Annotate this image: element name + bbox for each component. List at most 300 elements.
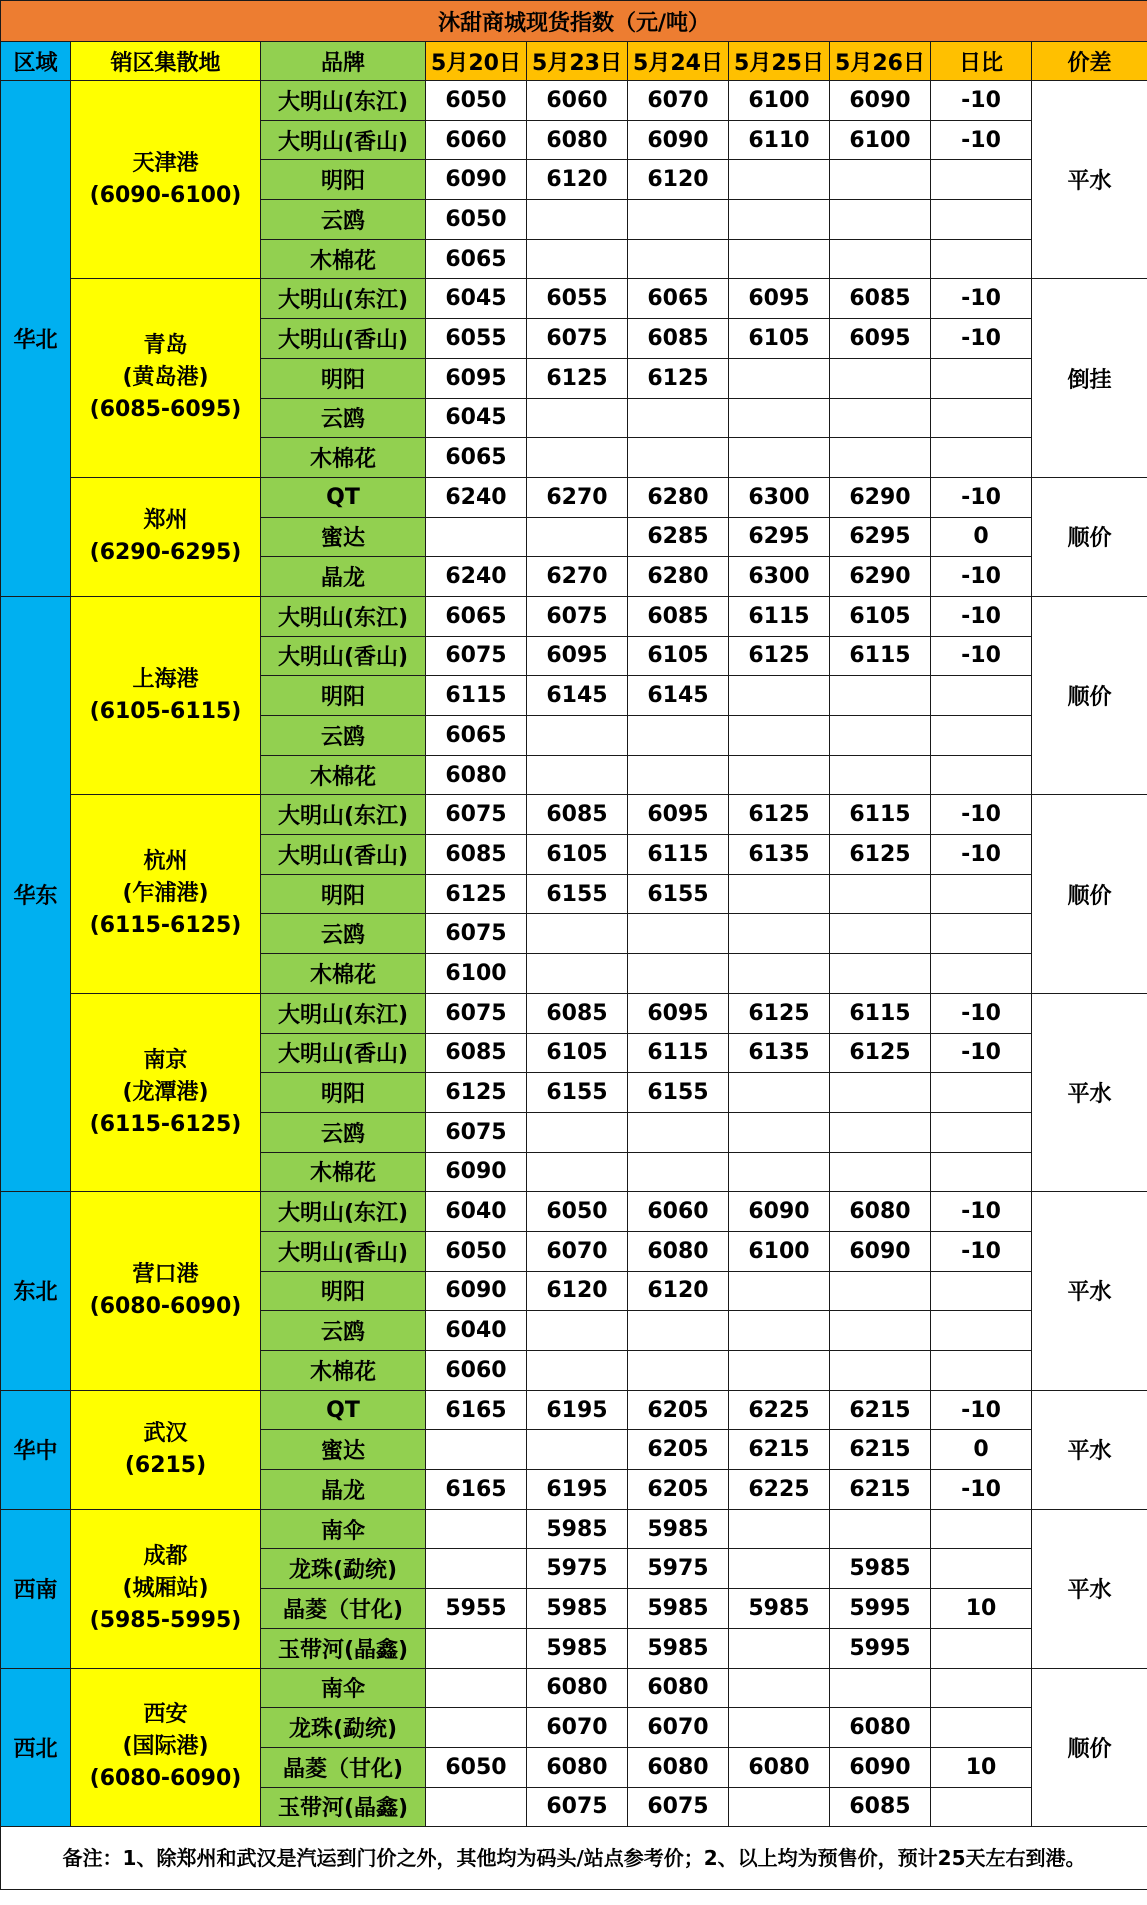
- daily-change-cell: -10: [931, 557, 1032, 597]
- table-title: 沐甜商城现货指数（元/吨）: [1, 1, 1147, 42]
- price-cell: 6120: [527, 1271, 628, 1311]
- brand-cell: 大明山(东江): [261, 795, 426, 835]
- price-cell: [426, 1787, 527, 1827]
- price-cell: [426, 1430, 527, 1470]
- price-cell: 5985: [830, 1549, 931, 1589]
- price-cell: 6155: [628, 874, 729, 914]
- price-cell: 6300: [729, 557, 830, 597]
- price-cell: 5985: [628, 1628, 729, 1668]
- price-cell: [830, 1668, 931, 1708]
- price-cell: 6125: [729, 636, 830, 676]
- price-cell: 6240: [426, 557, 527, 597]
- price-cell: 6065: [426, 716, 527, 756]
- price-cell: 6110: [729, 120, 830, 160]
- hub-range: (6105-6115): [89, 698, 242, 724]
- price-cell: [426, 517, 527, 557]
- price-cell: 6155: [628, 1073, 729, 1113]
- daily-change-cell: -10: [931, 1470, 1032, 1510]
- hub-range: (5985-5995): [89, 1607, 242, 1633]
- daily-change-cell: -10: [931, 993, 1032, 1033]
- price-cell: [729, 1271, 830, 1311]
- price-cell: [729, 755, 830, 795]
- price-cell: [830, 1351, 931, 1391]
- price-cell: 6080: [426, 755, 527, 795]
- price-cell: 6065: [426, 596, 527, 636]
- price-cell: [729, 1628, 830, 1668]
- brand-cell: 大明山(香山): [261, 636, 426, 676]
- price-cell: 6085: [527, 795, 628, 835]
- price-cell: 6115: [830, 795, 931, 835]
- price-cell: [527, 954, 628, 994]
- price-cell: [729, 200, 830, 240]
- hub-name: 南京: [143, 1047, 188, 1073]
- region-cell: 华中: [1, 1390, 71, 1509]
- price-cell: 6295: [729, 517, 830, 557]
- price-cell: [527, 398, 628, 438]
- hub-cell: [71, 1668, 261, 1827]
- price-cell: [426, 1628, 527, 1668]
- price-cell: [628, 239, 729, 279]
- hub-name: 营口港: [132, 1261, 199, 1287]
- price-cell: [628, 716, 729, 756]
- header-brand: 品牌: [261, 42, 426, 81]
- daily-change-cell: [931, 1351, 1032, 1391]
- brand-cell: 晶菱（甘化): [261, 1747, 426, 1787]
- price-cell: 6065: [628, 279, 729, 319]
- price-cell: 6075: [628, 1787, 729, 1827]
- daily-change-cell: [931, 1509, 1032, 1549]
- price-cell: [426, 1668, 527, 1708]
- price-cell: 6075: [527, 319, 628, 359]
- daily-change-cell: [931, 914, 1032, 954]
- price-cell: 6145: [527, 676, 628, 716]
- spread-cell: 顺价: [1032, 477, 1147, 596]
- hub-cell: [71, 477, 261, 596]
- brand-cell: 木棉花: [261, 438, 426, 478]
- price-cell: [628, 1351, 729, 1391]
- brand-cell: 晶菱（甘化): [261, 1589, 426, 1629]
- price-cell: [830, 1311, 931, 1351]
- header-spread: 价差: [1032, 42, 1147, 81]
- price-cell: 5975: [527, 1549, 628, 1589]
- hub-cell: [71, 81, 261, 279]
- brand-cell: 大明山(香山): [261, 1231, 426, 1271]
- hub-cell: [71, 596, 261, 794]
- price-cell: 5975: [628, 1549, 729, 1589]
- hub-range: (6115-6125): [89, 913, 242, 939]
- price-cell: [729, 914, 830, 954]
- price-cell: 6065: [426, 438, 527, 478]
- price-cell: 6125: [729, 795, 830, 835]
- price-cell: [527, 755, 628, 795]
- price-cell: 6095: [628, 795, 729, 835]
- table-row: [1, 795, 1147, 835]
- hub-name: 成都: [143, 1543, 188, 1569]
- price-cell: 6270: [527, 557, 628, 597]
- hub-name: 青岛: [143, 333, 188, 359]
- price-cell: [729, 438, 830, 478]
- price-cell: 6090: [426, 160, 527, 200]
- daily-change-cell: -10: [931, 795, 1032, 835]
- price-cell: 6085: [527, 993, 628, 1033]
- hub-range: (6080-6090): [89, 1293, 242, 1319]
- price-cell: 6205: [628, 1390, 729, 1430]
- table-row: [1, 477, 1147, 517]
- price-cell: 6285: [628, 517, 729, 557]
- brand-cell: 云鸥: [261, 1112, 426, 1152]
- daily-change-cell: [931, 398, 1032, 438]
- brand-cell: 龙珠(勐统): [261, 1708, 426, 1748]
- price-cell: [527, 1351, 628, 1391]
- price-cell: [830, 1509, 931, 1549]
- spread-cell: 平水: [1032, 1509, 1147, 1668]
- price-cell: 6195: [527, 1390, 628, 1430]
- price-cell: 6060: [527, 81, 628, 121]
- hub-name: 上海港: [132, 666, 199, 692]
- price-cell: [729, 160, 830, 200]
- daily-change-cell: -10: [931, 835, 1032, 875]
- daily-change-cell: -10: [931, 1033, 1032, 1073]
- price-cell: 6115: [729, 596, 830, 636]
- price-cell: [729, 1152, 830, 1192]
- price-cell: 6050: [527, 1192, 628, 1232]
- price-cell: 6060: [426, 120, 527, 160]
- price-cell: 6280: [628, 477, 729, 517]
- price-cell: [729, 1351, 830, 1391]
- brand-cell: 晶龙: [261, 1470, 426, 1510]
- hub-cell: [71, 1390, 261, 1509]
- brand-cell: 大明山(香山): [261, 120, 426, 160]
- price-cell: 6115: [628, 835, 729, 875]
- price-cell: 6050: [426, 1231, 527, 1271]
- price-cell: [830, 239, 931, 279]
- price-cell: 6135: [729, 1033, 830, 1073]
- price-cell: [729, 358, 830, 398]
- hub-sub: (龙潭港): [122, 1079, 209, 1105]
- brand-cell: 晶龙: [261, 557, 426, 597]
- table-row: [1, 279, 1147, 319]
- price-cell: [729, 1787, 830, 1827]
- brand-cell: 明阳: [261, 874, 426, 914]
- price-cell: 6115: [830, 636, 931, 676]
- price-cell: [628, 200, 729, 240]
- daily-change-cell: -10: [931, 1231, 1032, 1271]
- price-cell: 5985: [628, 1589, 729, 1629]
- header-date: 5月24日: [628, 42, 729, 81]
- daily-change-cell: [931, 1271, 1032, 1311]
- price-cell: [527, 716, 628, 756]
- hub-name: 天津港: [132, 150, 199, 176]
- table-row: [1, 81, 1147, 121]
- price-cell: [830, 1112, 931, 1152]
- price-cell: [830, 160, 931, 200]
- price-cell: 6090: [426, 1152, 527, 1192]
- brand-cell: 大明山(东江): [261, 993, 426, 1033]
- price-cell: 6090: [729, 1192, 830, 1232]
- price-cell: 6085: [426, 1033, 527, 1073]
- daily-change-cell: [931, 358, 1032, 398]
- brand-cell: 明阳: [261, 676, 426, 716]
- price-cell: [830, 914, 931, 954]
- price-cell: [729, 1509, 830, 1549]
- spread-cell: 倒挂: [1032, 279, 1147, 477]
- brand-cell: 大明山(东江): [261, 279, 426, 319]
- price-cell: 6155: [527, 1073, 628, 1113]
- brand-cell: 大明山(东江): [261, 81, 426, 121]
- hub-cell: [71, 1192, 261, 1390]
- price-cell: 6095: [527, 636, 628, 676]
- price-cell: 6090: [830, 1231, 931, 1271]
- daily-change-cell: [931, 954, 1032, 994]
- price-cell: [628, 1152, 729, 1192]
- price-cell: 6085: [830, 1787, 931, 1827]
- daily-change-cell: [931, 1628, 1032, 1668]
- price-cell: [830, 954, 931, 994]
- hub-sub: (黄岛港): [122, 365, 209, 391]
- hub-sub: (城厢站): [122, 1575, 209, 1601]
- price-cell: 6080: [729, 1747, 830, 1787]
- price-cell: [729, 1112, 830, 1152]
- price-cell: [830, 874, 931, 914]
- price-cell: 6040: [426, 1192, 527, 1232]
- price-cell: 6060: [628, 1192, 729, 1232]
- price-cell: 6080: [628, 1231, 729, 1271]
- price-cell: 6085: [426, 835, 527, 875]
- price-cell: [729, 398, 830, 438]
- hub-range: (6115-6125): [89, 1111, 242, 1137]
- daily-change-cell: -10: [931, 636, 1032, 676]
- price-cell: 6125: [426, 1073, 527, 1113]
- spread-cell: 顺价: [1032, 596, 1147, 794]
- daily-change-cell: -10: [931, 279, 1032, 319]
- hub-name: 武汉: [143, 1420, 188, 1446]
- price-cell: [527, 517, 628, 557]
- price-cell: 6045: [426, 279, 527, 319]
- daily-change-cell: [931, 160, 1032, 200]
- price-cell: 6080: [830, 1192, 931, 1232]
- price-cell: 6080: [628, 1747, 729, 1787]
- brand-cell: 南伞: [261, 1509, 426, 1549]
- price-cell: [628, 755, 729, 795]
- hub-range: (6215): [124, 1452, 207, 1478]
- price-cell: 6105: [729, 319, 830, 359]
- price-cell: 6100: [426, 954, 527, 994]
- price-cell: 5985: [729, 1589, 830, 1629]
- price-cell: 6205: [628, 1470, 729, 1510]
- price-cell: 6290: [830, 557, 931, 597]
- daily-change-cell: -10: [931, 1390, 1032, 1430]
- price-cell: 6075: [426, 993, 527, 1033]
- price-cell: 6085: [628, 596, 729, 636]
- price-cell: 6215: [830, 1390, 931, 1430]
- price-cell: [527, 1311, 628, 1351]
- price-cell: 6055: [527, 279, 628, 319]
- price-cell: 6120: [628, 160, 729, 200]
- brand-cell: 龙珠(勐统): [261, 1549, 426, 1589]
- price-cell: 6125: [729, 993, 830, 1033]
- price-cell: 6080: [830, 1708, 931, 1748]
- daily-change-cell: -10: [931, 1192, 1032, 1232]
- price-cell: 6100: [830, 120, 931, 160]
- price-cell: [628, 1112, 729, 1152]
- price-cell: 6080: [628, 1668, 729, 1708]
- brand-cell: 明阳: [261, 1271, 426, 1311]
- price-cell: 6115: [628, 1033, 729, 1073]
- hub-cell: [71, 279, 261, 477]
- price-cell: [426, 1509, 527, 1549]
- price-cell: [729, 1073, 830, 1113]
- header-distribution-hub: 销区集散地: [71, 42, 261, 81]
- price-cell: [830, 676, 931, 716]
- daily-change-cell: 0: [931, 1430, 1032, 1470]
- price-cell: 6125: [527, 358, 628, 398]
- price-cell: 6100: [729, 1231, 830, 1271]
- price-cell: [729, 1311, 830, 1351]
- price-cell: [628, 914, 729, 954]
- price-cell: [729, 239, 830, 279]
- price-cell: 6125: [830, 835, 931, 875]
- price-cell: 6090: [426, 1271, 527, 1311]
- hub-range: (6080-6090): [89, 1766, 242, 1792]
- table-row: [1, 596, 1147, 636]
- price-cell: 6215: [830, 1470, 931, 1510]
- hub-sub: (乍浦港): [122, 881, 209, 907]
- price-cell: 6195: [527, 1470, 628, 1510]
- price-cell: [628, 1311, 729, 1351]
- spread-cell: 平水: [1032, 993, 1147, 1191]
- table-row: [1, 1668, 1147, 1708]
- price-cell: 6080: [527, 120, 628, 160]
- daily-change-cell: [931, 1549, 1032, 1589]
- price-cell: 5985: [527, 1509, 628, 1549]
- region-cell: 西南: [1, 1509, 71, 1668]
- price-cell: [729, 1549, 830, 1589]
- spread-cell: 平水: [1032, 1390, 1147, 1509]
- price-cell: 6095: [628, 993, 729, 1033]
- daily-change-cell: -10: [931, 596, 1032, 636]
- brand-cell: 玉带河(晶鑫): [261, 1787, 426, 1827]
- price-cell: 6075: [426, 914, 527, 954]
- price-cell: [527, 200, 628, 240]
- price-cell: 6070: [628, 1708, 729, 1748]
- daily-change-cell: [931, 755, 1032, 795]
- price-cell: 6120: [628, 1271, 729, 1311]
- daily-change-cell: [931, 438, 1032, 478]
- brand-cell: 云鸥: [261, 716, 426, 756]
- brand-cell: 明阳: [261, 358, 426, 398]
- price-cell: [527, 438, 628, 478]
- price-cell: [628, 398, 729, 438]
- price-cell: 6095: [729, 279, 830, 319]
- price-cell: 5985: [527, 1628, 628, 1668]
- header-date: 5月25日: [729, 42, 830, 81]
- price-cell: 5995: [830, 1589, 931, 1629]
- brand-cell: 木棉花: [261, 1152, 426, 1192]
- price-cell: [830, 398, 931, 438]
- price-cell: [527, 1152, 628, 1192]
- price-cell: 6045: [426, 398, 527, 438]
- brand-cell: 大明山(东江): [261, 596, 426, 636]
- price-cell: 6085: [628, 319, 729, 359]
- daily-change-cell: [931, 239, 1032, 279]
- footnote: 备注：1、除郑州和武汉是汽运到门价之外，其他均为码头/站点参考价；2、以上均为预售价，预计25天左右到港。: [1, 1827, 1147, 1890]
- price-cell: 6075: [426, 1112, 527, 1152]
- price-cell: 6085: [830, 279, 931, 319]
- hub-sub: (国际港): [122, 1734, 209, 1760]
- price-cell: 5955: [426, 1589, 527, 1629]
- price-cell: 6105: [527, 1033, 628, 1073]
- price-cell: 6155: [527, 874, 628, 914]
- price-cell: [830, 1073, 931, 1113]
- spread-cell: 顺价: [1032, 1668, 1147, 1827]
- price-cell: 6090: [830, 1747, 931, 1787]
- price-cell: 6240: [426, 477, 527, 517]
- price-cell: [527, 1430, 628, 1470]
- price-cell: [729, 1668, 830, 1708]
- price-cell: [527, 1112, 628, 1152]
- brand-cell: 玉带河(晶鑫): [261, 1628, 426, 1668]
- price-cell: 6215: [729, 1430, 830, 1470]
- price-cell: 6295: [830, 517, 931, 557]
- price-cell: [830, 1152, 931, 1192]
- hub-cell: [71, 993, 261, 1191]
- hub-range: (6090-6100): [89, 182, 242, 208]
- spread-cell: 平水: [1032, 81, 1147, 279]
- price-cell: 6105: [830, 596, 931, 636]
- brand-cell: 木棉花: [261, 239, 426, 279]
- price-cell: 6125: [426, 874, 527, 914]
- table-row: [1, 993, 1147, 1033]
- price-cell: 6215: [830, 1430, 931, 1470]
- price-cell: 6070: [628, 81, 729, 121]
- hub-range: (6290-6295): [89, 539, 242, 565]
- brand-cell: 木棉花: [261, 954, 426, 994]
- daily-change-cell: 10: [931, 1747, 1032, 1787]
- price-cell: 6270: [527, 477, 628, 517]
- price-cell: 6100: [729, 81, 830, 121]
- price-cell: 6300: [729, 477, 830, 517]
- price-cell: 6105: [527, 835, 628, 875]
- price-cell: 6120: [527, 160, 628, 200]
- price-cell: 6090: [628, 120, 729, 160]
- price-cell: [729, 954, 830, 994]
- price-cell: [830, 716, 931, 756]
- price-cell: 6205: [628, 1430, 729, 1470]
- price-cell: [729, 676, 830, 716]
- price-cell: [426, 1549, 527, 1589]
- region-cell: 东北: [1, 1192, 71, 1390]
- price-cell: 5985: [628, 1509, 729, 1549]
- table-row: [1, 1390, 1147, 1430]
- daily-change-cell: -10: [931, 477, 1032, 517]
- price-cell: [628, 954, 729, 994]
- daily-change-cell: 0: [931, 517, 1032, 557]
- daily-change-cell: [931, 874, 1032, 914]
- price-cell: 6080: [527, 1668, 628, 1708]
- price-cell: [830, 358, 931, 398]
- price-cell: 6280: [628, 557, 729, 597]
- brand-cell: 云鸥: [261, 200, 426, 240]
- price-cell: 6050: [426, 1747, 527, 1787]
- daily-change-cell: [931, 1787, 1032, 1827]
- price-cell: 6125: [830, 1033, 931, 1073]
- daily-change-cell: [931, 1152, 1032, 1192]
- spread-cell: 平水: [1032, 1192, 1147, 1390]
- price-cell: [729, 1708, 830, 1748]
- hub-name: 杭州: [143, 849, 188, 875]
- brand-cell: 云鸥: [261, 914, 426, 954]
- region-cell: 华北: [1, 81, 71, 597]
